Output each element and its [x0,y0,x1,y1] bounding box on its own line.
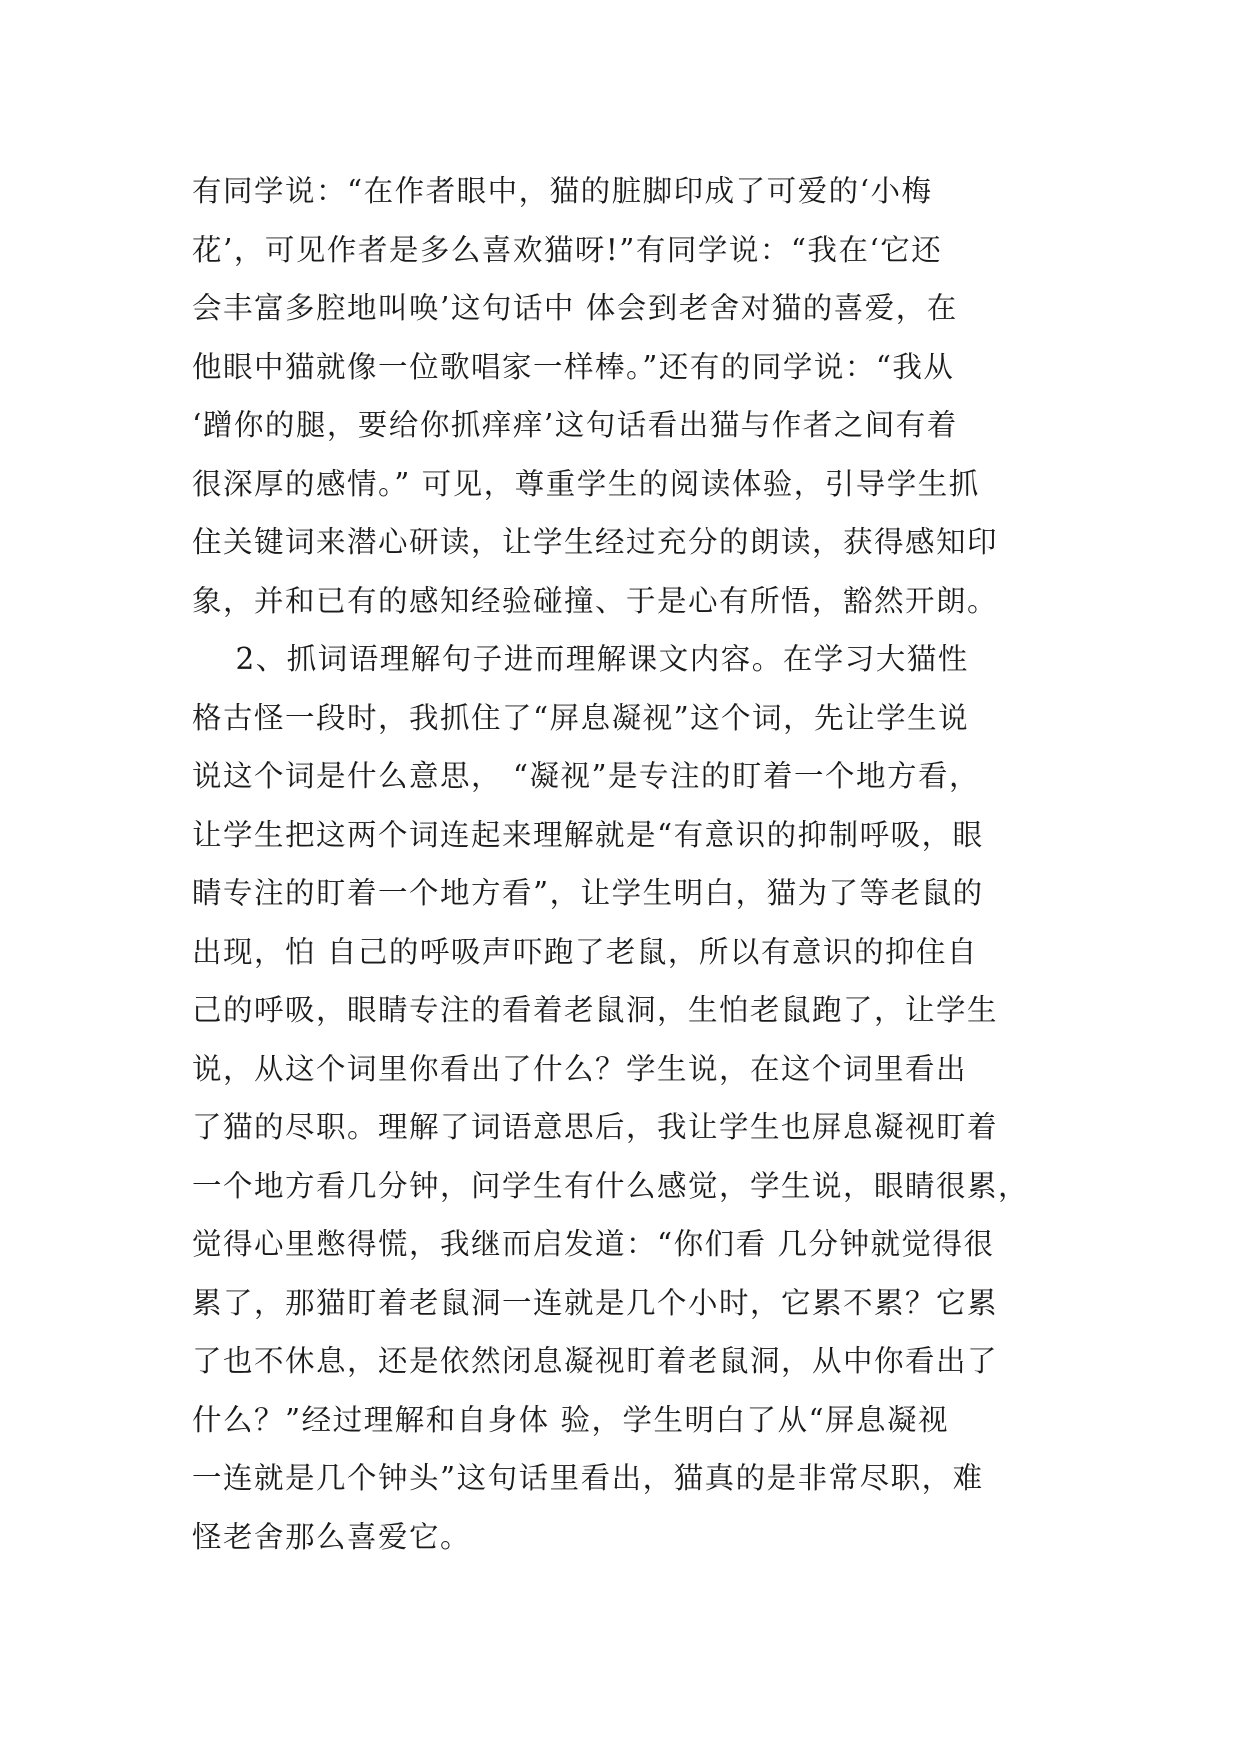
text-line: 了也不休息，还是依然闭息凝视盯着老鼠洞，从中你看出了 [192,1344,999,1378]
text-line: 会丰富多腔地叫唤’这句话中 体会到老舍对猫的喜爱，在 [192,291,958,325]
text-line: 住关键词来潜心研读，让学生经过充分的朗读，获得感知印 [192,525,999,559]
text-line: 了猫的尽职。理解了词语意思后，我让学生也屏息凝视盯着 [192,1110,999,1144]
text-line: 累了，那猫盯着老鼠洞一连就是几个小时，它累不累？它累 [192,1285,999,1320]
text-line: 让学生把这两个词连起来理解就是“有意识的抑制呼吸，眼 [192,817,984,852]
text-line: 一连就是几个钟头”这句话里看出，猫真的是非常尽职，难 [192,1461,984,1495]
text-line: 觉得心里憋得慌，我继而启发道：“你们看 几分钟就觉得很 [192,1227,995,1261]
body-text [192,162,1072,1566]
text-line: 己的呼吸，眼睛专注的看着老鼠洞，生怕老鼠跑了，让学生 [192,993,999,1027]
text-line: 睛专注的盯着一个地方看”，让学生明白，猫为了等老鼠的 [192,876,984,910]
text-line: 怪老舍那么喜爱它。 [192,1519,472,1554]
text-line: 说，从这个词里你看出了什么？学生说，在这个词里看出 [192,1051,968,1086]
text-line: 格古怪一段时，我抓住了“屏息凝视”这个词，先让学生说 [192,700,970,735]
text-line: 什么？”经过理解和自身体 验，学生明白了从“屏息凝视 [192,1402,950,1437]
text-line: 一个地方看几分钟，问学生有什么感觉，学生说，眼睛很累， [192,1168,1030,1203]
text-line: 有同学说：“在作者眼中，猫的脏脚印成了可爱的‘小梅 [192,174,933,208]
text-line: 2、抓词语理解句子进而理解课文内容。在学习大猫性 [192,642,969,676]
text-line: 说这个词是什么意思， “凝视”是专注的盯着一个地方看， [192,759,981,793]
text-line: 花’，可见作者是多么喜欢猫呀!”有同学说：“我在‘它还 [192,232,943,267]
text-line: 象，并和已有的感知经验碰撞、于是心有所悟，豁然开朗。 [192,583,999,618]
text-line: 很深厚的感情。” 可见，尊重学生的阅读体验，引导学生抓 [192,466,980,501]
text-line: ‘蹭你的腿，要给你抓痒痒’这句话看出猫与作者之间有着 [192,408,958,442]
text-line: 他眼中猫就像一位歌唱家一样棒。”还有的同学说：“我从 [192,349,955,384]
text-line: 出现，怕 自己的呼吸声吓跑了老鼠，所以有意识的抑住自 [192,934,978,969]
